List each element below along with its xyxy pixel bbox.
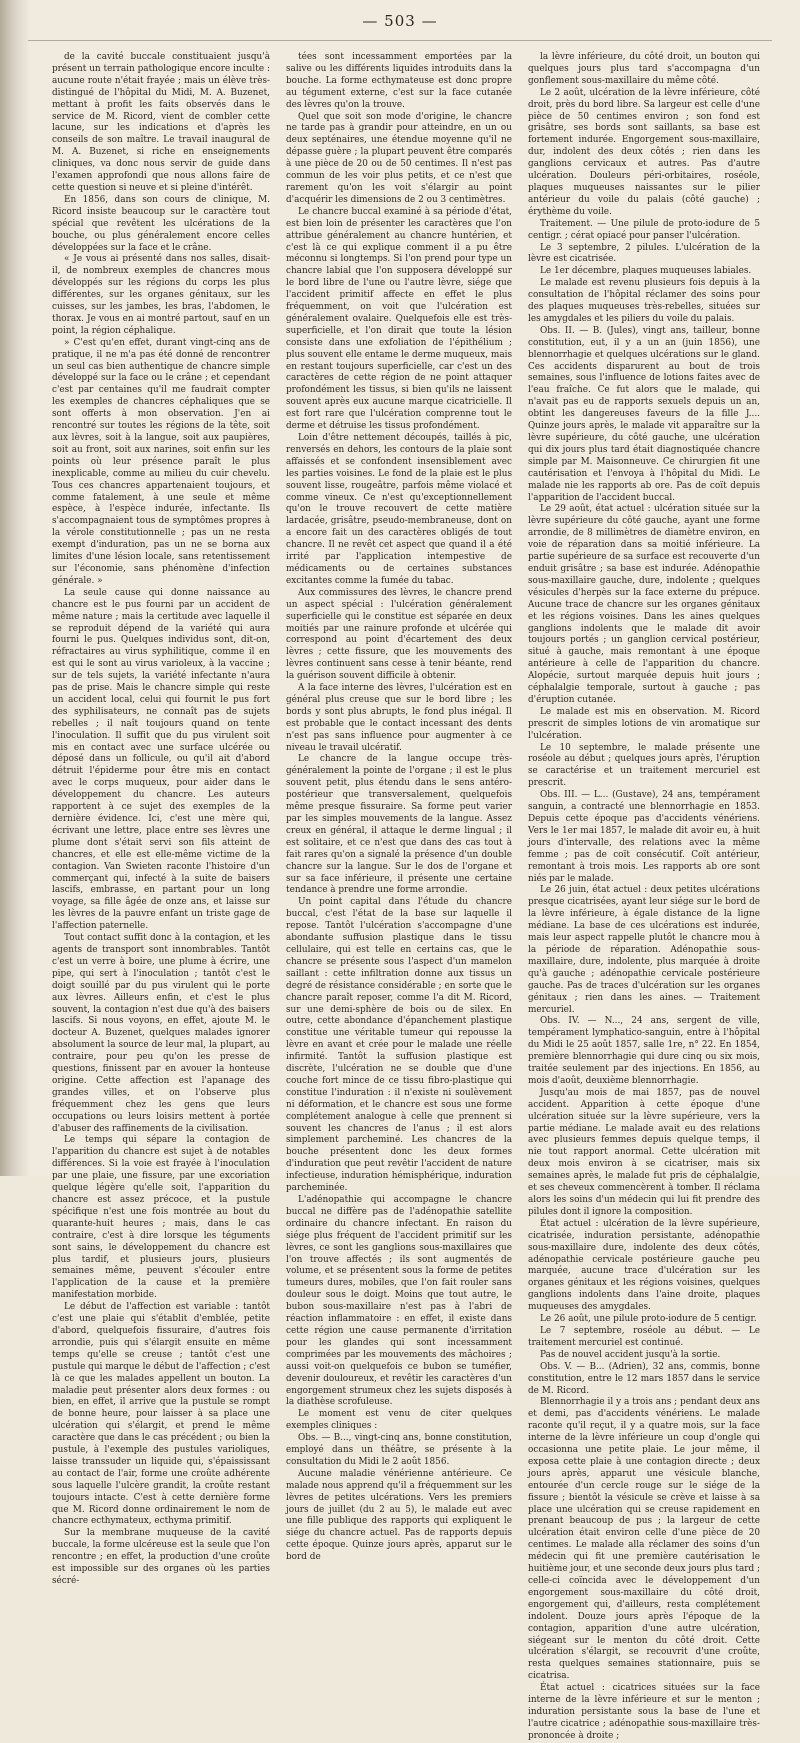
paragraph: Le début de l'affection est variable : tantôt c'est une plaie qui s'établit d'emblée, petite d'abord, quelquefois fissuraire, d'autres fois arrondie, puis qui s'élargit ensuite en même temps qu'elle se creuse ; tantôt c'est une pustule qui marque le début de l'affection ; c'est là ce que les malades appellent un bouton. La maladie peut présenter alors deux formes : ou bien, en effet, il arrive que la pustule se rompt de bonne heure, pour laisser à sa place une ulcération qui s'élargit, et prend le même caractère que dans le cas précédent ; ou bien la pustule, à l'exemple des pustules varioliques, laisse transsuder un liquide qui, s'épaississant au contact de l'air, forme une croûte adhérente sous laquelle l'ulcère grandit, la croûte restant toujours intacte. C'est à cette dernière forme que M. Ricord donne ordinairement le nom de chancre ecthymateux, ecthyma primitif. (52, 1302, 270, 1527)
paragraph: Le 3 septembre, 2 pilules. L'ulcération de la lèvre est cicatrisée. (528, 242, 760, 265)
paragraph: Le 10 septembre, le malade présente une roséole au début ; quelques jours après, l'éruption se caractérise et un traitement mercuriel est prescrit. (528, 742, 760, 789)
paragraph: Jusqu'au mois de mai 1857, pas de nouvel accident. Apparition à cette époque d'une ulcération située sur la lèvre supérieure, vers la partie médiane. Le malade avait eu des relations avec plusieurs femmes depuis quelque temps, il nie tout rapport anormal. Cette ulcération mit deux mois environ à se cicatriser, mais six semaines après, le malade fut pris de céphalalgie, et ses cheveux commencèrent à tomber. Il réclama alors les soins d'un médecin qui lui fit prendre des pilules dont il ignore la composition. (528, 1087, 760, 1217)
paragraph: Un point capital dans l'étude du chancre buccal, c'est l'état de la base sur laquelle il repose. Tantôt l'ulcération s'accompagne d'une abondante suffusion plastique dans le tissu cellulaire, qui est telle en certains cas, que le chancre se présente sous l'aspect d'un mamelon saillant : cette infiltration donne aux tissus un degré de résistance considérable ; en sorte que le chancre paraît reposer, comme l'a dit M. Ricord, sur une demi-sphère de bois ou de silex. En outre, cette abondance d'épanchement plastique constitue une véritable tumeur qui repousse la lèvre en avant et crée pour le malade une réelle infirmité. Tantôt la suffusion plastique est discrète, l'ulcération ne se double que d'une couche fort mince de ce tissu fibro-plastique qui constitue l'induration : il n'existe ni soulèvement ni déformation, et le chancre est sous une forme complétement analogue à celle que prennent si souvent les chancres de l'anus ; il est alors simplement parcheminé. Les chancres de la bouche présentent donc les deux formes d'induration que peut revêtir l'accident de nature infectieuse, induration hémisphérique, induration parcheminée. (286, 897, 512, 1194)
paragraph: Le 2 août, ulcération de la lèvre inférieure, côté droit, près du bord libre. Sa largeur est celle d'une pièce de 50 centimes environ ; son fond est grisâtre, ses bords sont saillants, sa base est fortement indurée. Engorgement sous-maxillaire, dur, indolent des deux côtés ; rien dans les ganglions cervicaux et autres. Pas d'autre ulcération. Douleurs péri-orbitaires, roséole, plaques muqueuses naissantes sur le pilier antérieur du voile du palais (côté gauche) ; érythème du voile. (528, 87, 760, 217)
book-spine-shadow (0, 0, 30, 1176)
text-column-middle (286, 52, 512, 1563)
paragraph: Tout contact suffit donc à la contagion, et les agents de transport sont innombrables. Tantôt c'est un verre à boire, une plume à écrire, une pipe, qui sert à l'inoculation ; tantôt c'est le doigt souillé par du pus virulent qui le porte aux lèvres. Ailleurs enfin, et c'est le plus souvent, la contagion n'est due qu'à des baisers lascifs. Si nous voyons, en effet, ajoute M. le docteur A. Buzenet, quelques malades ignorer absolument la source de leur mal, la plupart, au contraire, pour peu qu'on les presse de questions, finissent par en avouer la honteuse origine. Cette affection est l'apanage des grandes villes, et on l'observe plus fréquemment chez les gens que leurs occupations ou leurs loisirs mettent à portée d'abuser des raffinements de la civilisation. (52, 933, 270, 1134)
paragraph: État actuel : cicatrices situées sur la face interne de la lèvre inférieure et sur le menton ; induration persistante sous la base de l'une et l'autre cicatrice ; adénopathie sous-maxillaire très-prononcée à droite ; (528, 1683, 760, 1741)
paragraph: Traitement. — Une pilule de proto-iodure de 5 centigr. ; cérat opiacé pour panser l'ulcération. (528, 218, 760, 241)
paragraph: Le 26 juin, état actuel : deux petites ulcérations presque cicatrisées, ayant leur siége sur le bord de la lèvre inférieure, à égale distance de la ligne médiane. La base de ces ulcérations est indurée, mais leur aspect rappelle plutôt le chancre mou à la période de réparation. Adénopathie sous-maxillaire, dure, indolente, plus marquée à droite qu'à gauche ; adénopathie cervicale postérieure gauche. Pas de traces d'ulcération sur les organes génitaux ; rien dans les aines. — Traitement mercuriel. (528, 885, 760, 1015)
paragraph: Aux commissures des lèvres, le chancre prend un aspect spécial : l'ulcération généralement superficielle qui le constitue est séparée en deux moitiés par une rainure profonde et ulcérée qui correspond au point d'écartement des deux lèvres ; cette fissure, que les mouvements des lèvres continuent sans cesse à tenir béante, rend la guérison souvent difficile à obtenir. (286, 587, 512, 682)
paragraph: Aucune maladie vénérienne antérieure. Ce malade nous apprend qu'il a fréquemment sur les lèvres de petites ulcérations. Vers les premiers jours de juillet (du 2 au 5), le malade eut avec une fille publique des rapports qui expliquent le siége du chancre actuel. Pas de rapports depuis cette époque. Quinze jours après, apparut sur le bord de (286, 1468, 512, 1563)
paragraph: Obs. IV. — N..., 24 ans, sergent de ville, tempérament lymphatico-sanguin, entre à l'hôpital du Midi le 25 août 1857, salle 1re, n° 22. En 1854, première blennorrhagie qui dure cinq ou six mois, traitée seulement par des injections. En 1856, au mois d'août, deuxième blennorrhagie. (528, 1016, 760, 1086)
paragraph: Loin d'être nettement découpés, taillés à pic, renversés en dehors, les contours de la plaie sont affaissés et se confondent insensiblement avec les parties voisines. Le fond de la plaie est le plus souvent lisse, rougeâtre, parfois même violacé et comme vineux. Ce n'est qu'exceptionnellement qu'on le trouve recouvert de cette matière lardacée, grisâtre, pseudo-membraneuse, dont on a encore fait un des caractères obligés de tout chancre. Il ne revêt cet aspect que quand il a été irrité par l'application intempestive de médicaments ou de certaines substances excitantes comme la fumée du tabac. (286, 433, 512, 586)
paragraph: Le malade est revenu plusieurs fois depuis à la consultation de l'hôpital réclamer des soins pour des plaques muqueuses très-rebelles, situées sur les amygdales et les piliers du voile du palais. (528, 278, 760, 324)
paragraph: Le 29 août, état actuel : ulcération située sur la lèvre supérieure du côté gauche, ayant une forme arrondie, de 8 millimètres de diamètre environ, en voie de réparation dans sa moitié inférieure. La partie supérieure de sa surface est recouverte d'un enduit grisâtre ; sa base est indurée. Adénopathie sous-maxillaire gauche, dure, indolente ; quelques vésicules d'herpès sur la face externe du prépuce. Aucune trace de chancre sur les organes génitaux et les régions voisines. Dans les aines quelques ganglions indolents que le malade dit avoir toujours portés ; un ganglion cervical postérieur, situé à gauche, mais remontant à une époque antérieure à celle de l'apparition du chancre. Alopécie, surtout marquée depuis huit jours ; céphalalgie temporale, surtout à gauche ; pas d'éruption cutanée. (528, 504, 760, 705)
paragraph: Le chancre buccal examiné à sa période d'état, est bien loin de présenter les caractères que l'on attribue généralement au chancre huntérien, et c'est là ce qui explique comment il a pu être méconnu si longtemps. Si l'on prend pour type un chancre labial que l'on supposera développé sur le bord libre de l'une ou l'autre lèvre, siége que l'accident primitif affecte en effet le plus fréquemment, on voit que l'ulcération est généralement ovalaire. Quelquefois elle est très-superficielle, et l'on dirait que toute la lésion consiste dans une exfoliation de l'épithélium ; plus souvent elle entame le derme muqueux, mais en restant toujours superficielle, car c'est un des caractères de cette région de ne point attaquer profondément les tissus, si bien qu'ils ne laissent souvent après eux aucune marque cicatricielle. Il est fort rare que l'ulcération comprenne tout le derme et détruise les tissus profondément. (286, 206, 512, 432)
text-column-left (52, 52, 270, 1586)
paragraph: Sur la membrane muqueuse de la cavité buccale, la forme ulcéreuse est la seule que l'on rencontre ; en effet, la production d'une croûte est impossible sur des organes où les parties sécré- (52, 1528, 270, 1586)
page-header (0, 8, 800, 38)
paragraph: « Je vous ai présenté dans nos salles, disait-il, de nombreux exemples de chancres mous développés sur les régions du corps les plus différentes, sur les organes génitaux, sur les cuisses, sur les jambes, les bras, l'abdomen, le thorax. Je vous en ai montré partout, sauf en un point, la région céphalique. (52, 254, 270, 336)
paragraph: Le chancre de la langue occupe très-généralement la pointe de l'organe ; il est le plus souvent petit, plus étendu dans le sens antéro-postérieur que transversalement, quelquefois même presque fissuraire. Sa forme peut varier par les simples mouvements de la langue. Assez creux en général, il attaque le derme lingual ; il est solitaire, et ce n'est que dans des cas tout à fait rares qu'on a signalé la présence d'un double chancre sur la langue. Sur le dos de l'organe et sur sa face inférieure, il présente une certaine tendance à prendre une forme arrondie. (286, 754, 512, 896)
paragraph: » C'est qu'en effet, durant vingt-cinq ans de pratique, il ne m'a pas été donné de rencontrer un seul cas bien authentique de chancre simple développé sur la face ou le crâne ; et cependant c'est par centaines qu'il me faudrait compter les exemples de chancres céphaliques que se sont offerts à mon observation. J'en ai rencontré sur toutes les régions de la tête, soit aux lèvres, soit à la langue, soit aux paupières, soit au front, soit aux narines, soit enfin sur les points où leur présence paraît le plus inexplicable, comme au milieu du cuir chevelu. Tous ces chancres appartenaient toujours, et comme fatalement, à une seule et même espèce, à l'espèce indurée, infectante. Ils s'accompagnaient tous de symptômes propres à la vérole constitutionnelle ; pas un ne resta exempt d'induration, pas un ne se borna aux limites d'une lésion locale, sans retentissement sur l'économie, sans phénomène d'infection générale. » (52, 337, 270, 586)
paragraph: Le 7 septembre, roséole au début. — Le traitement mercuriel est continué. (528, 1325, 760, 1348)
paragraph: L'adénopathie qui accompagne le chancre buccal ne diffère pas de l'adénopathie satellite ordinaire du chancre infectant. En raison du siége plus fréquent de l'accident primitif sur les lèvres, ce sont les ganglions sous-maxillaires que l'on trouve affectés ; ils sont augmentés de volume, et se présentent sous la forme de petites tumeurs dures, mobiles, que l'on fait rouler sans douleur sous le doigt. Moins que tout autre, le bubon sous-maxillaire n'est pas à l'abri de réaction inflammatoire : en effet, il existe dans cette région une cause permanente d'irritation pour les glandes qui sont incessamment comprimées par les mouvements des mâchoires ; aussi voit-on quelquefois ce bubon se tuméfier, devenir douloureux, et revêtir les caractères d'un engorgement strumeux chez les sujets disposés à la diathèse scrofuleuse. (286, 1195, 512, 1408)
paragraph: Le 26 août, une pilule proto-iodure de 5 centigr. (540, 1314, 757, 1325)
paragraph: A la face interne des lèvres, l'ulcération est en général plus creuse que sur le bord libre ; les bords y sont plus abrupts, le fond plus inégal. Il est probable que le contact incessant des dents n'est pas sans influence pour augmenter à ce niveau le travail ulcératif. (286, 683, 512, 753)
paragraph: Obs. — B..., vingt-cinq ans, bonne constitution, employé dans un théâtre, se présente à la consultation du Midi le 2 août 1856. (286, 1433, 512, 1467)
paragraph: Obs. II. — B. (Jules), vingt ans, tailleur, bonne constitution, eut, il y a un an (juin 1856), une blennorrhagie et quelques ulcérations sur le gland. Ces accidents disparurent au bout de trois semaines, sous l'influence de lotions faites avec de l'eau fraîche. Ce fut alors que le malade, qui n'avait pas eu de rapports sexuels depuis un an, obtint les dangereuses faveurs de la fille J.... Quinze jours après, le malade vit apparaître sur la lèvre supérieure, du côté gauche, une ulcération qui dix jours plus tard était diagnostiquée chancre simple par M. Maisonneuve. Ce chirurgien fit une cautérisation et l'envoya à l'hôpital du Midi. Le malade nie les rapports ab ore. Pas de coït depuis l'apparition de l'accident buccal. (528, 325, 760, 503)
paragraph: Pas de nouvel accident jusqu'à la sortie. (540, 1349, 721, 1360)
paragraph: Le 1er décembre, plaques muqueuses labiales. (540, 266, 752, 277)
paragraph: La seule cause qui donne naissance au chancre est le pus fourni par un accident de même nature ; mais la certitude avec laquelle il se reproduit dépend de la variété qui aura fourni le pus. Quelques individus sont, dit-on, réfractaires au virus syphilitique, comme il en est qui le sont au virus varioleux, à la vaccine ; sur de tels sujets, la variété infectante n'aura pas de prise. Mais le chancre simple qui reste un accident local, celui qui fournit le pus fort des syphilisateurs, ne connaît pas de sujets rebelles ; il naît toujours quand on tente l'inoculation. Il suffit que du pus virulent soit mis en contact avec une surface ulcérée ou déposé dans un follicule, ou qu'il ait d'abord détruit l'épiderme pour être mis en contact avec le corps muqueux, pour aider dans le développement du chancre. Les auteurs rapportent à ce sujet des exemples de la dernière évidence. Ici, c'est une mère qui, écrivant une lettre, place entre ses lèvres une plume dont s'était servi son fils atteint de chancres, et elle est elle-même victime de la contagion. Van Swieten raconte l'histoire d'un commerçant qui, infecté à la suite de baisers lascifs, embrasse, en partant pour un long voyage, sa fille âgée de onze ans, et laisse sur les lèvres de la pauvre enfant un triste gage de l'affection paternelle. (52, 587, 270, 932)
paragraph: tées sont incessamment emportées par la salive ou les différents liquides introduits dans la bouche. La forme ecthymateuse est donc propre au tégument externe, c'est sur la face cutanée des lèvres qu'on la trouve. (286, 52, 512, 110)
paragraph: Le moment est venu de citer quelques exemples cliniques : (286, 1409, 512, 1432)
header-rule (28, 40, 772, 41)
paragraph: Quel que soit son mode d'origine, le chancre ne tarde pas à grandir pour atteindre, en un ou deux septénaires, une étendue moyenne qu'il ne dépasse guère ; la plupart peuvent être comparés à une pièce de 20 ou de 50 centimes. Il n'est pas commun de les voir plus petits, et ce n'est que rarement qu'on les voit s'élargir au point d'acquérir les dimensions de 2 ou 3 centimètres. (286, 111, 512, 205)
paragraph: État actuel : ulcération de la lèvre supérieure, cicatrisée, induration persistante, adénopathie sous-maxillaire dure, indolente des deux côtés, adénopathie cervicale postérieure gauche peu marquée, aucune trace d'ulcération sur les organes génitaux et les régions voisines, quelques ganglions indolents dans l'aine droite, plaques muqueuses des amygdales. (528, 1218, 760, 1313)
text-column-right (528, 52, 760, 1741)
paragraph: la lèvre inférieure, du côté droit, un bouton qui quelques jours plus tard s'accompagna d'un gonflement sous-maxillaire du même côté. (528, 52, 760, 86)
paragraph: Obs. V. — B... (Adrien), 32 ans, commis, bonne constitution, entre le 12 mars 1857 dans le service de M. Ricord. (528, 1361, 760, 1396)
paragraph: Obs. III. — L... (Gustave), 24 ans, tempérament sanguin, a contracté une blennorrhagie en 1853. Depuis cette époque pas d'accidents vénériens. Vers le 1er mai 1857, le malade dit avoir eu, à huit jours d'intervalle, des relations avec la même femme ; pas de coït consécutif. Coït antérieur, remontant à trois mois. Les rapports ab ore sont niés par le malade. (528, 790, 760, 884)
page-number: — 503 — (362, 12, 438, 30)
paragraph: Blennorrhagie il y a trois ans ; pendant deux ans et demi, pas d'accidents vénériens. Le malade raconte qu'il reçut, il y a quatre mois, sur la face interne de la lèvre inférieure un coup d'ongle qui occasionna une petite plaie. Le jour même, il exposa cette plaie à une contagion directe ; deux jours après, apparut une vésicule blanche, entourée d'un cercle rouge sur le siége de la fissure ; bientôt la vésicule se crève et laisse à sa place une ulcération qui se creuse rapidement en prenant beaucoup de pus ; la largeur de cette ulcération était environ celle d'une pièce de 20 centimes. Le malade alla réclamer des soins d'un médecin qui fit une première cautérisation le huitième jour, et une seconde deux jours plus tard ; celle-ci coïncida avec le développement d'un engorgement sous-maxillaire du côté droit, engorgement qui, d'ailleurs, resta complétement indolent. Douze jours après l'époque de la contagion, apparition d'une autre ulcération, siégeant sur le menton du côté droit. Cette ulcération s'élargit, se recouvrit d'une croûte, resta quelques semaines stationnaire, puis se cicatrisa. (528, 1397, 760, 1682)
paragraph: En 1856, dans son cours de clinique, M. Ricord insiste beaucoup sur le caractère tout spécial que revêtent les ulcérations de la bouche, ou plus généralement encore celles développées sur la face et le crâne. (52, 194, 270, 253)
paragraph: Le temps qui sépare la contagion de l'apparition du chancre est sujet à de notables différences. Si la voie est frayée à l'inoculation par une plaie, une fissure, par une excoriation quelque légère qu'elle soit, l'apparition du chancre est assez précoce, et la pustule spécifique n'est une fois montrée au bout du quarante-huit heures ; mais, dans le cas contraire, c'est à dire lorsque les téguments sont sains, le développement du chancre est plus tardif, et plusieurs jours, plusieurs semaines même, peuvent s'écouler entre l'application de la cause et la première manifestation morbide. (52, 1135, 270, 1301)
paragraph: de la cavité buccale constituaient jusqu'à présent un terrain pathologique encore inculte : aucune route n'était frayée ; mais un élève très-distingué de l'hôpital du Midi, M. A. Buzenet, mettant à profit les faits observés dans le service de M. Ricord, vient de combler cette lacune, sur les indications et d'après les conseils de son maître. Le travail inaugural de M. A. Buzenet, si riche en enseignements cliniques, va donc nous servir de guide dans l'examen approfondi que nous allons faire de cette question si neuve et si pleine d'intérêt. (52, 52, 270, 193)
paragraph: Le malade est mis en observation. M. Ricord prescrit de simples lotions de vin aromatique sur l'ulcération. (528, 706, 760, 741)
